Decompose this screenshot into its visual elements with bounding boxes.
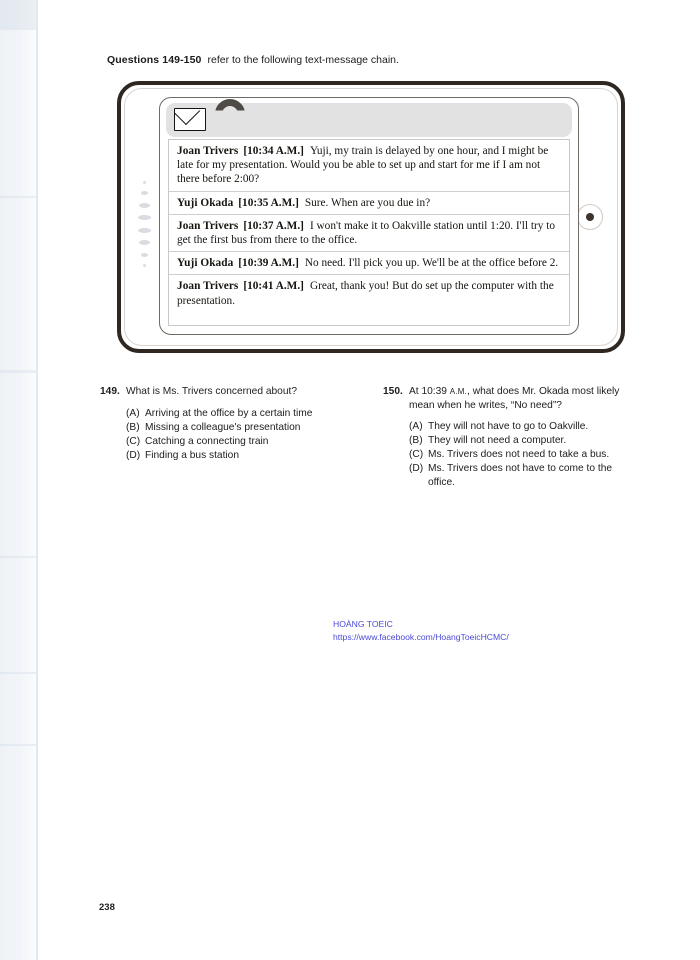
- question-text: What is Ms. Trivers concerned about?: [126, 386, 297, 397]
- option-letter: (A): [126, 407, 140, 419]
- answer-option[interactable]: [126, 407, 350, 421]
- questions-header: [107, 54, 399, 66]
- answer-option[interactable]: [126, 435, 350, 449]
- scan-band: [0, 0, 36, 30]
- option-text: Catching a connecting train: [145, 435, 269, 447]
- message-sender: Joan Trivers: [177, 280, 239, 293]
- message-row: [169, 140, 569, 192]
- scan-band: [0, 370, 36, 373]
- question-number: 150.: [383, 386, 403, 397]
- answer-options: [383, 420, 628, 489]
- message-row: [169, 215, 569, 252]
- message-time: [10:39 A.M.]: [238, 257, 299, 270]
- message-body: Sure. When are you due in?: [304, 196, 431, 209]
- home-button-icon[interactable]: [577, 204, 603, 230]
- option-letter: (C): [409, 449, 424, 461]
- scan-band: [0, 744, 36, 746]
- message-row: [169, 275, 569, 311]
- scan-band: [0, 196, 36, 198]
- message-time: [10:34 A.M.]: [243, 145, 304, 157]
- questions-header-range: Questions 149-150: [107, 54, 202, 66]
- answer-option[interactable]: [126, 449, 350, 463]
- credit-block: [333, 618, 509, 643]
- envelope-icon[interactable]: [174, 108, 206, 131]
- answer-option[interactable]: [409, 420, 628, 434]
- scan-band: [0, 672, 36, 674]
- option-text: They will not have to go to Oakville.: [428, 421, 589, 433]
- option-letter: (B): [126, 421, 140, 433]
- page-number: 238: [99, 902, 115, 913]
- message-sender: Joan Trivers: [177, 145, 239, 157]
- speaker-grille-icon: [137, 181, 151, 267]
- option-text: Arriving at the office by a certain time: [145, 407, 313, 419]
- message-row: [169, 252, 569, 275]
- questions-header-instruction: refer to the following text-message chain.: [207, 54, 399, 66]
- home-button-dot: [586, 213, 594, 221]
- option-letter: (B): [409, 435, 423, 447]
- message-body: Yuji, my train is delayed by one hour, and I might be late for my presentation. Would you be able to set up and start for me if I am not there before 2:00?: [177, 145, 549, 186]
- option-letter: (A): [409, 421, 423, 433]
- question-text-part1: At 10:39: [409, 386, 447, 397]
- app-toolbar: [166, 103, 572, 137]
- question-text-meridiem: A.M.: [449, 387, 468, 396]
- option-text: They will not need a computer.: [428, 435, 567, 447]
- answer-option[interactable]: [126, 421, 350, 435]
- answer-option[interactable]: [409, 462, 628, 489]
- answer-option[interactable]: [409, 448, 628, 462]
- option-letter: (D): [126, 449, 141, 461]
- message-sender: Yuji Okada: [177, 257, 234, 270]
- message-body: Great, thank you! But do set up the computer with the presentation.: [177, 280, 554, 307]
- message-sender: Joan Trivers: [177, 219, 239, 232]
- message-body: No need. I'll pick you up. We'll be at the office before 2.: [304, 257, 559, 270]
- message-row: [169, 192, 569, 215]
- question-number: 149.: [100, 386, 120, 397]
- scan-band: [0, 556, 36, 558]
- credit-url[interactable]: https://www.facebook.com/HoangToeicHCMC/: [333, 631, 509, 642]
- phone-handset-icon[interactable]: [215, 111, 245, 129]
- option-text: Ms. Trivers does not need to take a bus.: [428, 449, 610, 461]
- message-time: [10:41 A.M.]: [243, 280, 304, 293]
- answer-options: [100, 407, 350, 463]
- answer-option[interactable]: [409, 434, 628, 448]
- option-letter: (D): [409, 463, 424, 475]
- option-text: Ms. Trivers does not have to come to the office.: [428, 463, 613, 489]
- question-150: [383, 385, 628, 490]
- option-text: Missing a colleague's presentation: [145, 421, 301, 433]
- tablet-device: [117, 81, 625, 353]
- option-letter: (C): [126, 435, 141, 447]
- question-stem: [100, 385, 350, 399]
- app-toolbar-icons: [174, 108, 245, 131]
- message-time: [10:35 A.M.]: [238, 196, 299, 209]
- message-time: [10:37 A.M.]: [243, 219, 304, 232]
- scan-margin-strip: [0, 0, 36, 960]
- message-chain-panel: [168, 139, 570, 326]
- question-text: [409, 385, 628, 412]
- credit-title: HOÀNG TOEIC: [333, 619, 393, 629]
- question-149: [100, 385, 350, 463]
- tablet-screen: [159, 97, 579, 335]
- message-sender: Yuji Okada: [177, 196, 234, 209]
- question-text-part2: , what does Mr. Okada most likely mean when he writes, “No need”?: [409, 386, 620, 411]
- question-stem: [383, 385, 628, 412]
- option-text: Finding a bus station: [145, 449, 240, 461]
- scan-margin-edge: [36, 0, 38, 960]
- message-body: I won't make it to Oakville station until 1:20. I'll try to get the first bus from there to the office.: [177, 219, 555, 247]
